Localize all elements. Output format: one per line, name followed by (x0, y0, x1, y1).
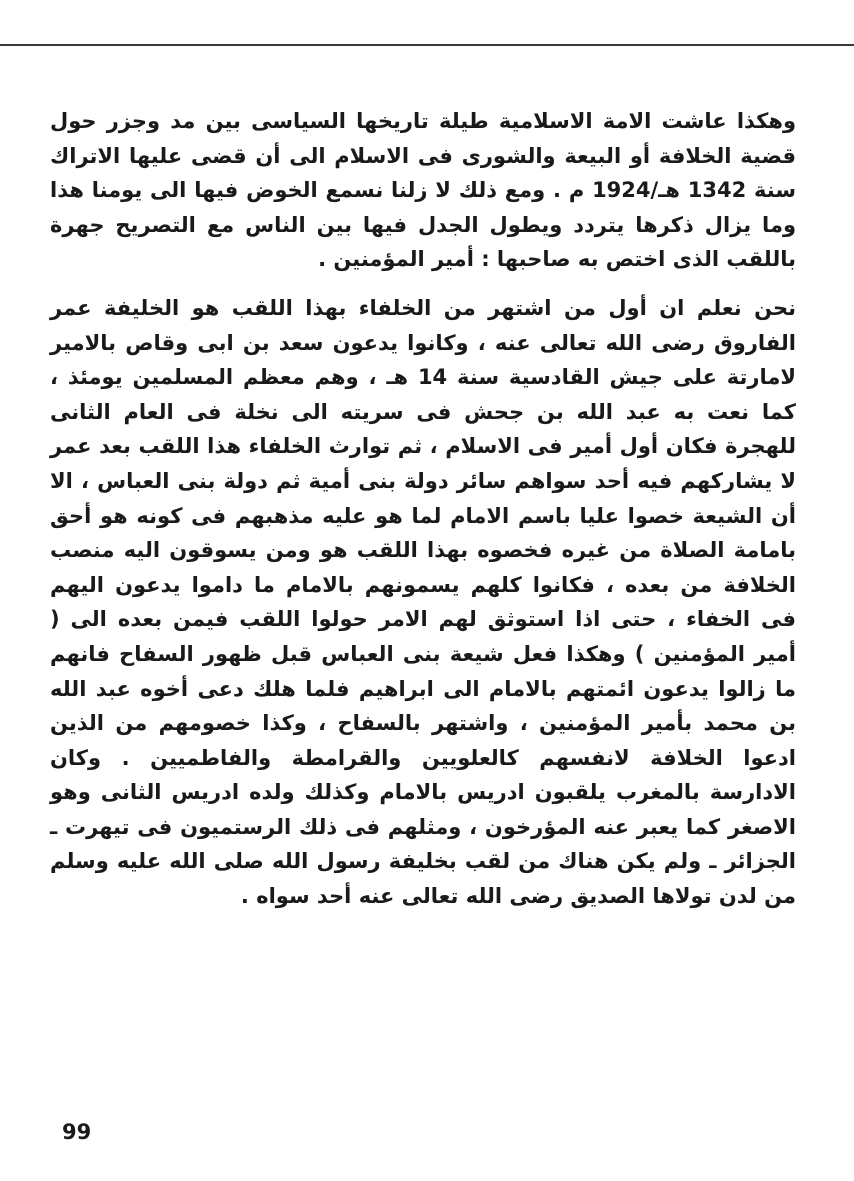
header-rule (0, 44, 854, 46)
page-number: 99 (62, 1120, 92, 1144)
paragraph-2: نحن نعلم ان أول من اشتهر من الخلفاء بهذا اللقب هو الخليفة عمر الفاروق رضى الله تعالى عنه ، وكانوا يدعون سعد بن ابى وقاص بالامير لامارتة على جيش القادسية سنة 14 هـ ، وهم معظم المسلمين يومئذ ، كما نعت به عبد الله بن جحش فى سريته الى نخلة فى العام الثانى للهجرة فكان أول أمير فى الاسلام ، ثم توارث الخلفاء هذا اللقب بعد عمر لا يشاركهم فيه أحد سواهم سائر دولة بنى أمية ثم دولة بنى العباس ، الا أن الشيعة خصوا عليا باسم الامام لما هو عليه مذهبهم فى كونه هو أحق بامامة الصلاة من غيره فخصوه بهذا اللقب هو ومن يسوقون اليه منصب الخلافة من بعده ، فكانوا كلهم يسمونهم بالامام ما داموا يدعون اليهم فى الخفاء ، حتى اذا استوثق لهم الامر حولوا اللقب فيمن بعده الى ( أمير المؤمنين ) وهكذا فعل شيعة بنى العباس قبل ظهور السفاح فانهم ما زالوا يدعون ائمتهم بالامام الى ابراهيم فلما هلك دعى أخوه عبد الله بن محمد بأمير المؤمنين ، واشتهر بالسفاح ، وكذا خصومهم من الذين ادعوا الخلافة لانفسهم كالعلويين والقرامطة والفاطميين . وكان الادارسة بالمغرب يلقبون ادريس بالامام وكذلك ولده ادريس الثانى وهو الاصغر كما يعبر عنه المؤرخون ، ومثلهم فى ذلك الرستميون فى تيهرت ـ الجزائر ـ ولم يكن هناك من لقب بخليفة رسول الله صلى الله عليه وسلم من لدن تولاها الصديق رضى الله تعالى عنه أحد سواه . (50, 295, 797, 909)
body-text (50, 104, 796, 914)
paragraph-1: وهكذا عاشت الامة الاسلامية طيلة تاريخها السياسى بين مد وجزر حول قضية الخلافة أو البيعة والشورى فى الاسلام الى أن قضى عليها الاتراك سنة 1342 هـ/1924 م . ومع ذلك لا زلنا نسمع الخوض فيها الى يومنا هذا وما يزال ذكرها يتردد ويطول الجدل فيها بين الناس مع التصريح جهرة باللقب الذى اختص به صاحبها : أمير المؤمنين . (50, 109, 796, 272)
